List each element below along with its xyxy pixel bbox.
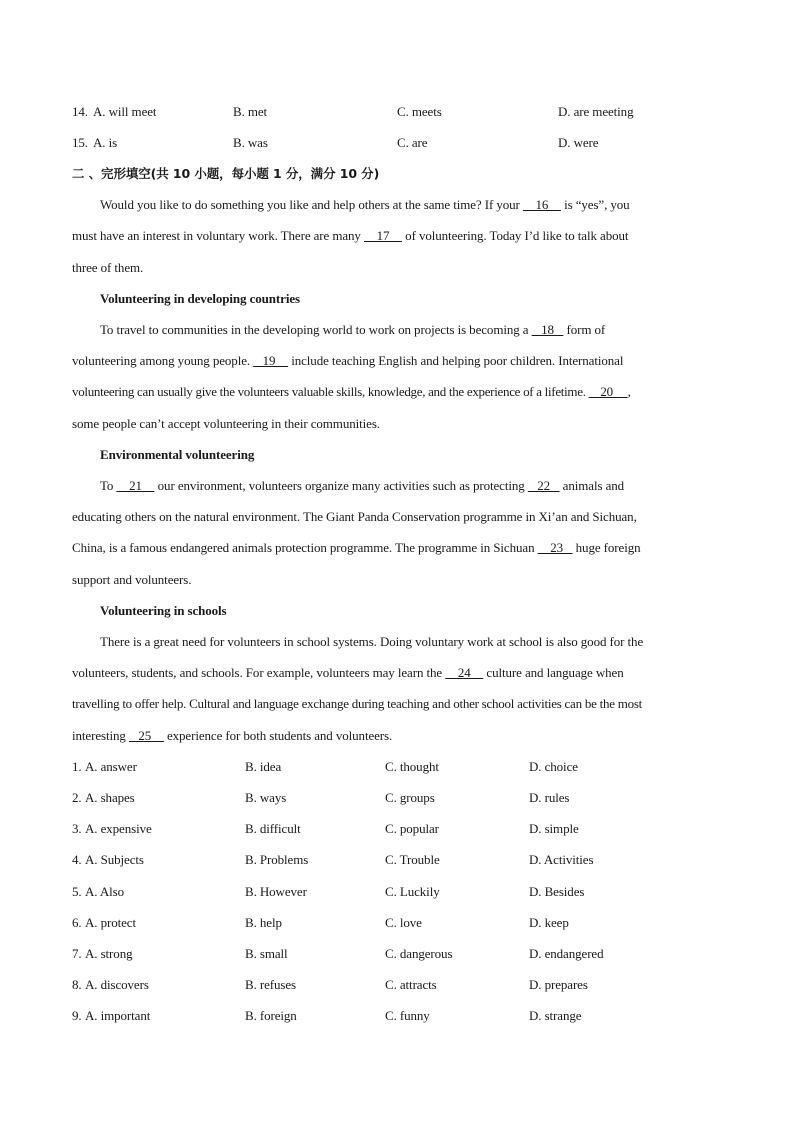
option-c: C. dangerous xyxy=(385,946,453,961)
blank-25[interactable]: 25 xyxy=(128,728,164,743)
subheading-developing-countries: Volunteering in developing countries xyxy=(100,291,300,306)
option-d: D. prepares xyxy=(529,977,588,992)
option-a: A. shapes xyxy=(85,790,135,805)
question-number: 6. xyxy=(72,915,82,930)
blank-22[interactable]: 22 xyxy=(527,478,560,493)
option-d: D. Activities xyxy=(529,852,594,867)
passage-line: educating others on the natural environment. The Giant Panda Conservation programme in Xi’an and Sichuan, xyxy=(72,509,637,524)
blank-16[interactable]: 16 xyxy=(522,197,561,212)
passage-line: To 21 our environment, volunteers organize many activities such as protecting 22 animals and xyxy=(100,478,625,493)
passage-line: support and volunteers. xyxy=(72,572,192,587)
question-number: 5. xyxy=(72,884,82,899)
question-number: 8. xyxy=(72,977,82,992)
question-number: 4. xyxy=(72,852,82,867)
option-d: D. choice xyxy=(529,759,578,774)
blank-17[interactable]: 17 xyxy=(364,228,403,243)
option-b: B. was xyxy=(233,135,268,150)
passage-line: volunteering among young people. 19 include teaching English and helping poor children. International xyxy=(72,353,624,368)
question-number: 15. xyxy=(72,135,88,150)
passage-line: To travel to communities in the developing world to work on projects is becoming a 18 form of xyxy=(100,322,606,337)
option-c: C. love xyxy=(385,915,422,930)
option-d: D. were xyxy=(558,135,599,150)
option-b: B. small xyxy=(245,946,288,961)
passage-line: volunteering can usually give the volunteers valuable skills, knowledge, and the experience of a lifetime. 20 , xyxy=(72,384,631,399)
option-c: C. attracts xyxy=(385,977,437,992)
option-c: C. thought xyxy=(385,759,439,774)
option-a: A. answer xyxy=(85,759,137,774)
option-b: B. foreign xyxy=(245,1008,297,1023)
option-c: C. popular xyxy=(385,821,439,836)
passage-line: Would you like to do something you like and help others at the same time? If your 16 is “yes”, you xyxy=(100,197,630,212)
question-number: 3. xyxy=(72,821,82,836)
option-c: C. funny xyxy=(385,1008,430,1023)
option-a: A. Also xyxy=(85,884,125,899)
option-b: B. However xyxy=(245,884,307,899)
option-c: C. are xyxy=(397,135,428,150)
option-d: D. strange xyxy=(529,1008,582,1023)
subheading-schools: Volunteering in schools xyxy=(100,603,227,618)
passage-line: volunteers, students, and schools. For example, volunteers may learn the 24 culture and language when xyxy=(72,665,624,680)
option-a: A. important xyxy=(85,1008,151,1023)
question-number: 14. xyxy=(72,104,88,119)
passage-line: There is a great need for volunteers in school systems. Doing voluntary work at school is also good for the xyxy=(100,634,644,649)
passage-line: some people can’t accept volunteering in their communities. xyxy=(72,416,380,431)
option-b: B. met xyxy=(233,104,268,119)
passage-line: interesting 25 experience for both students and volunteers. xyxy=(72,728,393,743)
option-b: B. ways xyxy=(245,790,287,805)
option-c: C. Luckily xyxy=(385,884,440,899)
blank-21[interactable]: 21 xyxy=(116,478,155,493)
question-number: 2. xyxy=(72,790,82,805)
option-b: B. idea xyxy=(245,759,282,774)
passage-line: China, is a famous endangered animals protection programme. The programme in Sichuan 23 huge foreign xyxy=(72,540,641,555)
option-d: D. are meeting xyxy=(558,104,634,119)
blank-19[interactable]: 19 xyxy=(253,353,289,368)
question-number: 9. xyxy=(72,1008,82,1023)
section-heading: 二 、完形填空(共 10 小题，每小题 1 分，满分 10 分) xyxy=(72,166,380,181)
subheading-environmental: Environmental volunteering xyxy=(100,447,255,462)
blank-23[interactable]: 23 xyxy=(537,540,573,555)
option-d: D. rules xyxy=(529,790,570,805)
option-a: A. is xyxy=(93,135,118,150)
option-a: A. Subjects xyxy=(85,852,144,867)
option-d: D. Besides xyxy=(529,884,585,899)
option-d: D. endangered xyxy=(529,946,604,961)
option-a: A. discovers xyxy=(85,977,149,992)
passage-line: three of them. xyxy=(72,260,144,275)
option-a: A. expensive xyxy=(85,821,152,836)
option-a: A. protect xyxy=(85,915,136,930)
option-b: B. refuses xyxy=(245,977,296,992)
option-c: C. meets xyxy=(397,104,442,119)
passage-line: must have an interest in voluntary work. There are many 17 of volunteering. Today I’d like to talk about xyxy=(72,228,629,243)
option-b: B. difficult xyxy=(245,821,301,836)
option-a: A. strong xyxy=(85,946,133,961)
option-a: A. will meet xyxy=(93,104,157,119)
blank-24[interactable]: 24 xyxy=(445,665,484,680)
question-number: 7. xyxy=(72,946,82,961)
blank-20[interactable]: 20 xyxy=(588,384,628,399)
option-b: B. help xyxy=(245,915,282,930)
option-b: B. Problems xyxy=(245,852,309,867)
question-number: 1. xyxy=(72,759,82,774)
option-c: C. Trouble xyxy=(385,852,440,867)
blank-18[interactable]: 18 xyxy=(531,322,564,337)
option-d: D. simple xyxy=(529,821,579,836)
passage-line: travelling to offer help. Cultural and language exchange during teaching and other school activities can be the most xyxy=(72,696,643,711)
option-d: D. keep xyxy=(529,915,569,930)
option-c: C. groups xyxy=(385,790,435,805)
